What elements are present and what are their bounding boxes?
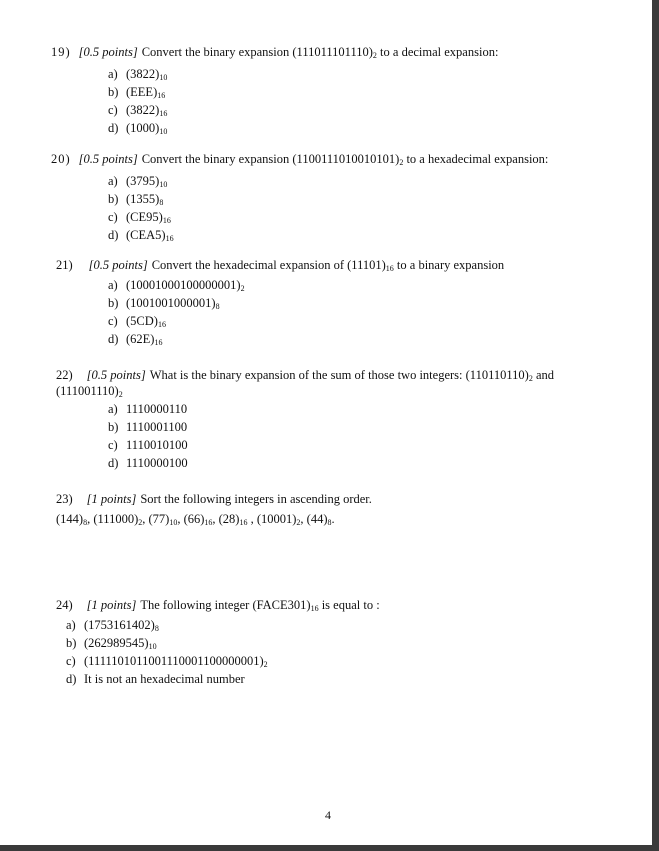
question-19: 19) [0.5 points] Convert the binary expansion $(111011101110)_2$ to a decimal expansion: xyxy=(51,45,499,60)
points-label: [0.5 points] xyxy=(78,45,138,59)
points-label: [0.5 points] xyxy=(86,368,146,382)
question-text: Sort the following integers in ascending order. xyxy=(140,492,372,506)
question-23 xyxy=(56,491,372,508)
page-number: 4 xyxy=(325,808,331,822)
q22-option-c[interactable]: c) 1110010100 xyxy=(108,438,188,452)
points-label: [1 points] xyxy=(86,598,137,612)
points-label: [0.5 points] xyxy=(88,258,148,272)
q24-option-a[interactable]: a) $(1753161402)_8$ xyxy=(66,618,159,633)
question-text: Convert the binary expansion (111011101110) xyxy=(141,45,373,59)
question-number: 19) xyxy=(51,45,71,59)
question-text: Convert the binary expansion (1100111010010101) xyxy=(141,152,400,166)
question-text: What is the binary expansion of the sum of those two integers: (110110110) xyxy=(149,368,529,382)
question-22-line-2: $(111001110)_2$ xyxy=(56,384,123,399)
question-20: 20) [0.5 points] Convert the binary expansion $(1100111010010101)_2$ to a hexadecimal expansion: xyxy=(51,152,549,167)
q20-option-a[interactable]: a) $(3795)_{10}$ xyxy=(108,174,168,189)
q21-option-c[interactable]: c) $(5CD)_{16}$ xyxy=(108,314,166,329)
q24-option-c[interactable]: c) $(1111101011001110001100000001)_2$ xyxy=(66,654,268,669)
q20-option-c[interactable]: c) $(CE95)_{16}$ xyxy=(108,210,171,225)
q19-option-a[interactable]: a) $(3822)_{10}$ xyxy=(108,67,168,82)
q24-option-d[interactable]: d) It is not an hexadecimal number xyxy=(66,672,245,686)
question-text: Convert the hexadecimal expansion of (11101) xyxy=(151,258,386,272)
q22-option-a[interactable]: a) 1110000110 xyxy=(108,402,188,416)
question-22: 22) [0.5 points] What is the binary expansion of the sum of those two integers: $(110110110)_2$ and xyxy=(56,368,554,383)
q21-option-d[interactable]: d) $(62E)_{16}$ xyxy=(108,332,163,347)
q19-option-b[interactable]: b) $(EEE)_{16}$ xyxy=(108,85,166,100)
q24-option-b[interactable]: b) $(262989545)_{10}$ xyxy=(66,636,157,651)
q19-option-d[interactable]: d) $(1000)_{10}$ xyxy=(108,121,168,136)
question-24: 24) [1 points] The following integer $(FACE301)_{16}$ is equal to : xyxy=(56,598,380,613)
q21-option-b[interactable]: b) $(1001001000001)_8$ xyxy=(108,296,220,311)
q23-integer-list: $(144)_8$, $(111000)_2$, $(77)_{10}$, $(66)_{16}$, $(28)_{16}$ , $(10001)_2$, $(44)_8$. xyxy=(56,512,335,527)
question-number: 23) xyxy=(56,492,73,506)
points-label: [0.5 points] xyxy=(78,152,138,166)
question-text: The following integer (FACE301) xyxy=(140,598,311,612)
points-label: [1 points] xyxy=(86,492,137,506)
q22-option-d[interactable]: d) 1110000100 xyxy=(108,456,188,470)
question-number: 24) xyxy=(56,598,73,612)
question-21: 21) [0.5 points] Convert the hexadecimal expansion of $(11101)_{16}$ to a binary expansion xyxy=(56,258,505,273)
question-number: 20) xyxy=(51,152,71,166)
q21-option-a[interactable]: a) $(10001000100000001)_2$ xyxy=(108,278,245,293)
question-number: 21) xyxy=(56,258,73,272)
q20-option-b[interactable]: b) $(1355)_8$ xyxy=(108,192,164,207)
q19-option-c[interactable]: c) $(3822)_{16}$ xyxy=(108,103,168,118)
q20-option-d[interactable]: d) $(CEA5)_{16}$ xyxy=(108,228,174,243)
q22-option-b[interactable]: b) 1110001100 xyxy=(108,420,188,434)
question-number: 22) xyxy=(56,368,73,382)
